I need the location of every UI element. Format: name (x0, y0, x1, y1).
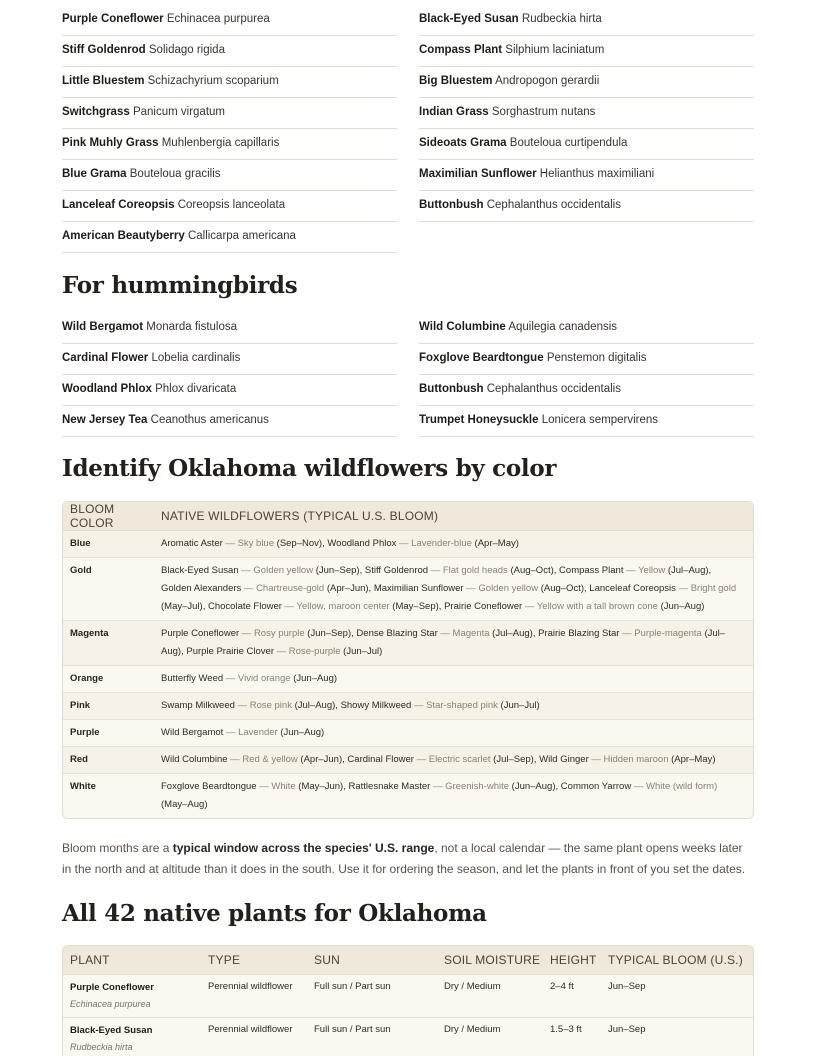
list-item (419, 67, 754, 98)
bloom-months: May–Jun (301, 781, 341, 792)
separator: — (223, 727, 239, 738)
plant-common-name: Blue Grama (62, 168, 127, 180)
type-cell: Perennial wildflower (208, 981, 293, 992)
list-item (419, 375, 754, 406)
flower-name: Rattlesnake Master (348, 781, 431, 792)
flower-name: Showy Milkweed (340, 700, 412, 711)
plant-common-name: Stiff Goldenrod (62, 44, 146, 56)
col-soil-moisture: SOIL MOISTURE (444, 953, 541, 967)
wildflowers-cell: Wild Bergamot — Lavender (Jun–Aug) (161, 727, 325, 738)
separator: — (411, 700, 427, 711)
flower-color-desc: Electric scarlet (428, 754, 491, 765)
sun-cell: Full sun / Part sun (314, 981, 391, 992)
bloom-months: Jul–Aug (161, 628, 726, 657)
table-row (63, 693, 753, 720)
plant-common-name: Buttonbush (419, 383, 484, 395)
flower-color-desc: Yellow, maroon center (296, 601, 390, 612)
plant-cell (63, 1024, 208, 1056)
separator: — (222, 538, 238, 549)
plant-scientific-name: Bouteloua curtipendula (509, 137, 628, 149)
plant-common-name: Black-Eyed Susan (70, 1025, 153, 1036)
flower-name: Common Yarrow (560, 781, 632, 792)
list-item (62, 5, 397, 36)
soil-cell: Dry / Medium (444, 981, 501, 992)
flower-name: Butterfly Weed (161, 673, 224, 684)
bloom-cell: Jun–Sep (608, 981, 646, 992)
table-row (63, 558, 753, 621)
list-item (62, 98, 397, 129)
table-row (63, 975, 753, 1018)
bloom-months: Jun–Jul (503, 700, 537, 711)
flower-name: Wild Columbine (161, 754, 228, 765)
plant-scientific-name: Phlox divaricata (155, 383, 237, 395)
separator: — (588, 754, 604, 765)
plant-scientific-name: Coreopsis lanceolata (177, 199, 286, 211)
bloom-months: May–Sep (395, 601, 436, 612)
plant-common-name: Purple Coneflower (62, 13, 164, 25)
plant-scientific-name: Ceanothus americanus (150, 414, 269, 426)
bloom-months: Jun–Aug (283, 727, 322, 738)
separator: — (428, 565, 443, 576)
plant-scientific-name: Cephalanthus occidentalis (486, 199, 621, 211)
plant-common-name: Lanceleaf Coreopsis (62, 199, 175, 211)
bloom-months: May–Aug (164, 799, 205, 810)
color-table (62, 501, 754, 819)
list-item (62, 375, 397, 406)
bloom-months: Jun–Jul (346, 646, 380, 657)
height-cell: 1.5–3 ft (550, 1024, 582, 1035)
flower-name: Wild Ginger (539, 754, 589, 765)
bloom-months: Jul–Aug (297, 700, 333, 711)
table-row (63, 531, 753, 558)
plant-common-name: Black-Eyed Susan (419, 13, 519, 25)
flower-color-desc: Hidden maroon (603, 754, 669, 765)
plant-scientific-name: Echinacea purpurea (70, 999, 151, 1009)
flower-name: Purple Prairie Clover (186, 646, 275, 657)
plant-common-name: Big Bluestem (419, 75, 493, 87)
flower-color-desc: Vivid orange (237, 673, 291, 684)
bloom-months: Aug–Oct (513, 565, 551, 576)
wildflowers-cell: Foxglove Beardtongue — White (May–Jun), Rattlesnake Master — Greenish-white (Jun–Aug), Common Yarrow — White (wild form) (May–Aug) (161, 781, 718, 810)
plant-common-name: Sideoats Grama (419, 137, 507, 149)
flower-color-desc: Chartreuse-gold (256, 583, 325, 594)
separator: — (631, 781, 646, 792)
bloom-months: May–Jul (164, 601, 200, 612)
flower-color-desc: White (271, 781, 296, 792)
plant-scientific-name: Bouteloua gracilis (129, 168, 221, 180)
plant-common-name: Switchgrass (62, 106, 130, 118)
flower-color-desc: Flat gold heads (442, 565, 508, 576)
flower-name: Woodland Phlox (327, 538, 397, 549)
col-type: TYPE (208, 953, 241, 967)
separator: — (274, 646, 289, 657)
hummingbird-plant-list (62, 313, 754, 437)
separator: — (430, 781, 446, 792)
bloom-months: Jun–Aug (296, 673, 334, 684)
bloom-months: Aug–Oct (543, 583, 581, 594)
bloom-months: Jun–Sep (318, 565, 357, 576)
flower-name: Compass Plant (559, 565, 624, 576)
separator: — (396, 538, 412, 549)
flower-name: Prairie Coneflower (444, 601, 523, 612)
wildflowers-cell: Aromatic Aster — Sky blue (Sep–Nov), Woodland Phlox — Lavender-blue (Apr–May) (161, 538, 519, 549)
sun-cell: Full sun / Part sun (314, 1024, 391, 1035)
color-table-header (63, 502, 753, 531)
list-item (62, 406, 397, 437)
separator: — (281, 601, 297, 612)
flower-name: Cardinal Flower (347, 754, 414, 765)
plant-common-name: New Jersey Tea (62, 414, 148, 426)
plant-scientific-name: Lobelia cardinalis (151, 352, 241, 364)
plant-common-name: Trumpet Honeysuckle (419, 414, 539, 426)
list-item (419, 36, 754, 67)
list-item (62, 67, 397, 98)
plant-scientific-name: Monarda fistulosa (146, 321, 238, 333)
table-row (63, 666, 753, 693)
flower-color-desc: Rosy purple (253, 628, 305, 639)
plant-scientific-name: Aquilegia canadensis (508, 321, 618, 333)
plant-common-name: Indian Grass (419, 106, 489, 118)
list-item (62, 36, 397, 67)
separator: — (238, 565, 254, 576)
flower-color-desc: Purple-magenta (634, 628, 702, 639)
list-item (419, 313, 754, 344)
flower-color-desc: Rose-purple (288, 646, 341, 657)
col-sun: SUN (314, 953, 340, 967)
flower-color-desc: Sky blue (237, 538, 274, 549)
list-item (419, 129, 754, 160)
height-cell: 2–4 ft (550, 981, 574, 992)
table-row (63, 1018, 753, 1056)
plant-cell (63, 981, 208, 1017)
bloom-color-cell: Orange (70, 673, 104, 684)
separator: — (522, 601, 537, 612)
plant-common-name: Wild Bergamot (62, 321, 144, 333)
separator: — (227, 754, 243, 765)
plant-scientific-name: Silphium laciniatum (505, 44, 605, 56)
wildflowers-cell: Swamp Milkweed — Rose pink (Jul–Aug), Showy Milkweed — Star-shaped pink (Jun–Jul) (161, 700, 540, 711)
col-plant: PLANT (70, 953, 110, 967)
bloom-months: Jul–Aug (495, 628, 530, 639)
flower-name: Maximilian Sunflower (373, 583, 464, 594)
bloom-color-cell: White (70, 781, 96, 792)
wildflowers-cell: Purple Coneflower — Rosy purple (Jun–Sep), Dense Blazing Star — Magenta (Jul–Aug), Prairie Blazing Star — Purple-magenta (Jul–Aug), Purple Prairie Clover — Rose-purple (Jun–Jul) (161, 628, 726, 657)
separator: — (256, 781, 272, 792)
plant-common-name: Woodland Phlox (62, 383, 152, 395)
wildflowers-cell: Butterfly Weed — Vivid orange (Jun–Aug) (161, 673, 338, 684)
list-item (62, 222, 397, 253)
flower-name: Dense Blazing Star (356, 628, 438, 639)
list-item (419, 98, 754, 129)
wildflowers-cell: Black-Eyed Susan — Golden yellow (Jun–Sep), Stiff Goldenrod — Flat gold heads (Aug–Oct), Compass Plant — Yellow (Jul–Aug), Golden Alexanders — Chartreuse-gold (Apr–Jun), Maximilian Sunflower — Golden yellow (Aug–Oct), Lanceleaf Coreopsis — Bright gold (May–Jul), Chocolate Flower — Yellow, maroon center (May–Sep), Prairie Coneflower — Yellow with a tall brown cone (Jun–Aug) (161, 565, 737, 612)
plant-scientific-name: Rudbeckia hirta (521, 13, 602, 25)
plant-common-name: Compass Plant (419, 44, 503, 56)
flower-name: Chocolate Flower (208, 601, 282, 612)
plant-scientific-name: Rudbeckia hirta (70, 1042, 133, 1052)
all-plants-header (63, 946, 753, 975)
pollinator-plant-list (62, 5, 754, 253)
list-item (419, 344, 754, 375)
bloom-months: Apr–Jun (303, 754, 339, 765)
plant-common-name: Wild Columbine (419, 321, 506, 333)
bloom-months: Apr–May (674, 754, 713, 765)
plant-scientific-name: Penstemon digitalis (546, 352, 647, 364)
plant-common-name: American Beautyberry (62, 230, 185, 242)
plant-scientific-name: Muhlenbergia capillaris (161, 137, 280, 149)
plant-scientific-name: Lonicera sempervirens (541, 414, 659, 426)
flower-color-desc: Rose pink (249, 700, 292, 711)
flower-color-desc: Golden yellow (478, 583, 539, 594)
flower-color-desc: Lavender-blue (411, 538, 472, 549)
table-row (63, 621, 753, 666)
plant-common-name: Maximilian Sunflower (419, 168, 537, 180)
bloom-months: Jun–Sep (310, 628, 348, 639)
list-item (419, 406, 754, 437)
separator: — (463, 583, 479, 594)
list-item (419, 5, 754, 36)
separator: — (623, 565, 639, 576)
bloom-months: Apr–Jun (330, 583, 366, 594)
all-plants-heading: All 42 native plants for Oklahoma (62, 900, 487, 927)
list-item (62, 191, 397, 222)
bloom-months: Jul–Sep (496, 754, 531, 765)
flower-name: Wild Bergamot (161, 727, 224, 738)
bloom-months-note: Bloom months are a typical window across the species' U.S. range, not a local calendar — the same plant opens weeks later in the north and at altitude than it does in the south. Use it for ordering the season, and let the plants in front of you set the dates. (62, 841, 746, 876)
flower-color-desc: Magenta (452, 628, 490, 639)
separator: — (239, 628, 254, 639)
bloom-color-cell: Red (70, 754, 88, 765)
plant-common-name: Purple Coneflower (70, 982, 154, 993)
list-item (62, 129, 397, 160)
soil-cell: Dry / Medium (444, 1024, 501, 1035)
color-section-heading: Identify Oklahoma wildflowers by color (62, 455, 557, 482)
bloom-color-cell: Blue (70, 538, 91, 549)
all-plants-table (62, 945, 754, 1056)
flower-color-desc: Yellow with a tall brown cone (536, 601, 658, 612)
flower-color-desc: Greenish-white (445, 781, 510, 792)
plant-scientific-name: Solidago rigida (148, 44, 225, 56)
separator: — (675, 583, 691, 594)
flower-name: Aromatic Aster (161, 538, 223, 549)
plant-common-name: Little Bluestem (62, 75, 145, 87)
bloom-color-cell: Magenta (70, 628, 109, 639)
list-item (62, 344, 397, 375)
type-cell: Perennial wildflower (208, 1024, 293, 1035)
flower-color-desc: Lavender (238, 727, 278, 738)
bloom-months: Sep–Nov (279, 538, 319, 549)
plant-scientific-name: Andropogon gerardii (495, 75, 600, 87)
separator: — (619, 628, 635, 639)
flower-name: Swamp Milkweed (161, 700, 235, 711)
plant-scientific-name: Echinacea purpurea (166, 13, 270, 25)
separator: — (437, 628, 453, 639)
bloom-color-cell: Gold (70, 565, 92, 576)
flower-name: Prairie Blazing Star (538, 628, 620, 639)
table-row (63, 774, 753, 818)
flower-color-desc: White (wild form) (645, 781, 718, 792)
separator: — (241, 583, 257, 594)
plant-scientific-name: Cephalanthus occidentalis (486, 383, 621, 395)
plant-scientific-name: Callicarpa americana (187, 230, 296, 242)
plant-common-name: Cardinal Flower (62, 352, 149, 364)
col-native-wildflowers: NATIVE WILDFLOWERS (TYPICAL U.S. BLOOM) (161, 509, 439, 523)
list-item (419, 160, 754, 191)
flower-name: Foxglove Beardtongue (161, 781, 257, 792)
list-item (62, 313, 397, 344)
bloom-months: Apr–May (477, 538, 516, 549)
flower-name: Purple Coneflower (161, 628, 240, 639)
flower-color-desc: Star-shaped pink (426, 700, 498, 711)
flower-color-desc: Golden yellow (253, 565, 314, 576)
list-item (419, 191, 754, 222)
separator: — (413, 754, 429, 765)
table-row (63, 747, 753, 774)
flower-name: Lanceleaf Coreopsis (589, 583, 676, 594)
flower-color-desc: Yellow (638, 565, 666, 576)
bloom-months: Jun–Aug (514, 781, 553, 792)
table-row (63, 720, 753, 747)
col-height: HEIGHT (550, 953, 597, 967)
separator: — (234, 700, 250, 711)
flower-color-desc: Bright gold (690, 583, 737, 594)
plant-common-name: Buttonbush (419, 199, 484, 211)
flower-name: Black-Eyed Susan (161, 565, 239, 576)
bloom-cell: Jun–Sep (608, 1024, 646, 1035)
col-typical-bloom: TYPICAL BLOOM (U.S.) (608, 953, 743, 967)
plant-common-name: Pink Muhly Grass (62, 137, 159, 149)
list-item (62, 160, 397, 191)
plant-scientific-name: Panicum virgatum (132, 106, 225, 118)
plant-scientific-name: Helianthus maximiliani (539, 168, 655, 180)
flower-name: Stiff Goldenrod (364, 565, 429, 576)
bloom-months: Jun–Aug (663, 601, 702, 612)
bloom-color-cell: Pink (70, 700, 91, 711)
separator: — (223, 673, 238, 684)
flower-color-desc: Red & yellow (242, 754, 298, 765)
plant-scientific-name: Sorghastrum nutans (491, 106, 596, 118)
plant-scientific-name: Schizachyrium scoparium (147, 75, 279, 87)
bloom-months: Jul–Aug (671, 565, 706, 576)
col-bloom-color: BLOOM COLOR (70, 502, 115, 530)
wildflowers-cell: Wild Columbine — Red & yellow (Apr–Jun), Cardinal Flower — Electric scarlet (Jul–Sep), Wild Ginger — Hidden maroon (Apr–May) (161, 754, 716, 765)
bloom-color-cell: Purple (70, 727, 100, 738)
hummingbirds-heading: For hummingbirds (62, 272, 298, 299)
plant-common-name: Foxglove Beardtongue (419, 352, 544, 364)
flower-name: Golden Alexanders (161, 583, 242, 594)
